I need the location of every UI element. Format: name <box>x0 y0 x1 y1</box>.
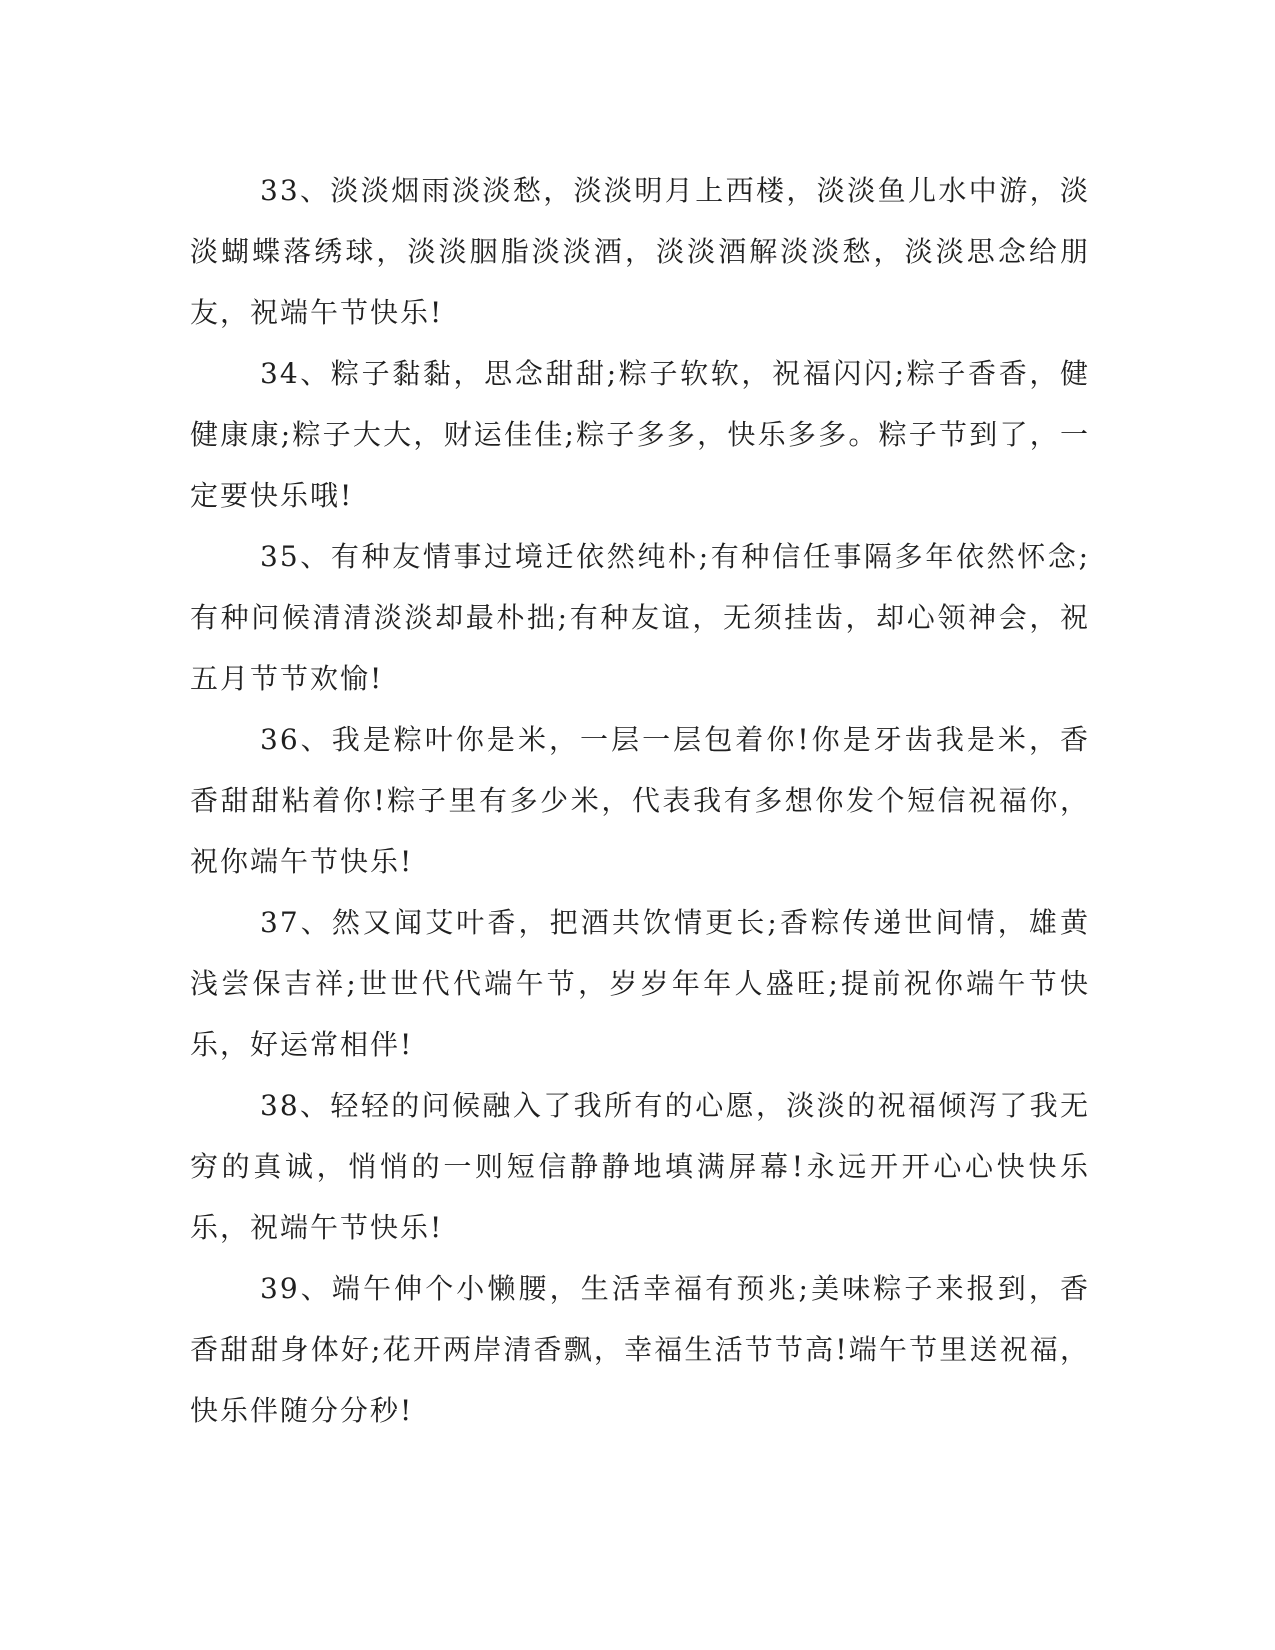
paragraph-38: 38、轻轻的问候融入了我所有的心愿，淡淡的祝福倾泻了我无穷的真诚，悄悄的一则短信静静地填满屏幕!永远开开心心快快乐乐，祝端午节快乐! <box>190 1089 1090 1244</box>
paragraph-37: 37、然又闻艾叶香，把酒共饮情更长;香粽传递世间情，雄黄浅尝保吉祥;世世代代端午节，岁岁年年人盛旺;提前祝你端午节快乐，好运常相伴! <box>190 906 1090 1061</box>
paragraph-36: 36、我是粽叶你是米，一层一层包着你!你是牙齿我是米，香香甜甜粘着你!粽子里有多少米，代表我有多想你发个短信祝福你，祝你端午节快乐! <box>190 723 1090 878</box>
paragraph-33: 33、淡淡烟雨淡淡愁，淡淡明月上西楼，淡淡鱼儿水中游，淡淡蝴蝶落绣球，淡淡胭脂淡淡酒，淡淡酒解淡淡愁，淡淡思念给朋友，祝端午节快乐! <box>190 174 1090 329</box>
paragraph-35: 35、有种友情事过境迁依然纯朴;有种信任事隔多年依然怀念;有种问候清清淡淡却最朴拙;有种友谊，无须挂齿，却心领神会，祝五月节节欢愉! <box>190 540 1090 695</box>
document-body <box>190 160 1090 1441</box>
paragraph-39: 39、端午伸个小懒腰，生活幸福有预兆;美味粽子来报到，香香甜甜身体好;花开两岸清香飘，幸福生活节节高!端午节里送祝福，快乐伴随分分秒! <box>190 1272 1090 1427</box>
paragraph-34: 34、粽子黏黏，思念甜甜;粽子软软，祝福闪闪;粽子香香，健健康康;粽子大大，财运佳佳;粽子多多，快乐多多。粽子节到了，一定要快乐哦! <box>190 357 1090 512</box>
